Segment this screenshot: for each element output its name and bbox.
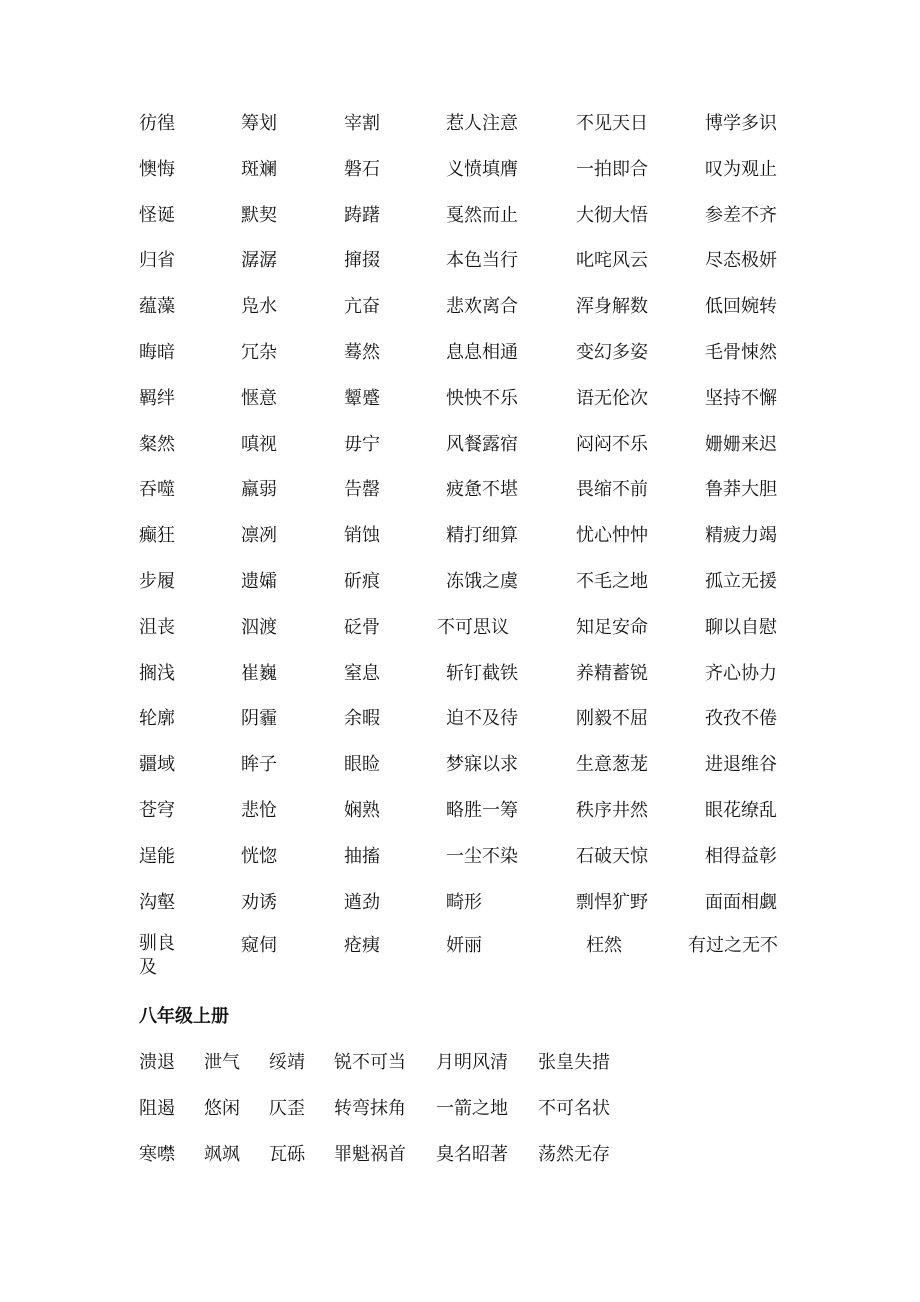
vocabulary-word: 绥靖	[269, 1052, 305, 1073]
vocabulary-word: 遗孀	[241, 571, 277, 592]
vocabulary-word: 畏缩不前	[576, 479, 648, 500]
vocabulary-word: 枉然	[586, 935, 622, 956]
vocabulary-word: 剽悍犷野	[576, 892, 648, 913]
vocabulary-word: 怪诞	[139, 205, 175, 226]
vocabulary-word: 嗔视	[241, 434, 277, 455]
section-heading-grade8: 八年级上册	[139, 1006, 229, 1027]
vocabulary-row	[0, 293, 920, 321]
vocabulary-word: 亢奋	[344, 296, 380, 317]
vocabulary-word: 眼花缭乱	[705, 800, 777, 821]
vocabulary-word: 月明风清	[436, 1052, 508, 1073]
vocabulary-word: 劝诱	[241, 892, 277, 913]
vocabulary-word: 苍穹	[139, 800, 175, 821]
vocabulary-word: 叹为观止	[705, 159, 777, 180]
vocabulary-word: 低回婉转	[705, 296, 777, 317]
vocabulary-word: 搁浅	[139, 663, 175, 684]
vocabulary-word: 颦蹙	[344, 388, 380, 409]
vocabulary-word: 步履	[139, 571, 175, 592]
vocabulary-word: 惬意	[241, 388, 277, 409]
vocabulary-word: 悠闲	[204, 1098, 240, 1119]
vocabulary-word: 逞能	[139, 846, 175, 867]
vocabulary-word: 疆域	[139, 754, 175, 775]
vocabulary-row	[0, 568, 920, 596]
vocabulary-word: 告罄	[344, 479, 380, 500]
vocabulary-row	[0, 1049, 920, 1077]
vocabulary-word: 蓦然	[344, 342, 380, 363]
vocabulary-word: 息息相通	[446, 342, 518, 363]
vocabulary-word: 大彻大悟	[576, 205, 648, 226]
vocabulary-word: 生意葱茏	[576, 754, 648, 775]
vocabulary-word: 怏怏不乐	[446, 388, 518, 409]
vocabulary-word: 妍丽	[446, 935, 482, 956]
vocabulary-word: 阻遏	[139, 1098, 175, 1119]
vocabulary-word: 锐不可当	[334, 1052, 406, 1073]
vocabulary-word: 晦暗	[139, 342, 175, 363]
vocabulary-word: 寒噤	[139, 1144, 175, 1165]
vocabulary-row	[0, 797, 920, 825]
vocabulary-word: 变幻多姿	[576, 342, 648, 363]
vocabulary-word: 仄歪	[269, 1098, 305, 1119]
vocabulary-word: 略胜一筹	[446, 800, 518, 821]
vocabulary-word: 凫水	[241, 296, 277, 317]
vocabulary-word: 石破天惊	[576, 846, 648, 867]
vocabulary-word: 面面相觑	[705, 892, 777, 913]
vocabulary-word: 蕴藻	[139, 296, 175, 317]
vocabulary-word: 转弯抹角	[334, 1098, 406, 1119]
vocabulary-word: 秩序井然	[576, 800, 648, 821]
vocabulary-word: 潺潺	[241, 250, 277, 271]
vocabulary-word: 羸弱	[241, 479, 277, 500]
vocabulary-word: 斑斓	[241, 159, 277, 180]
vocabulary-word: 余暇	[344, 708, 380, 729]
vocabulary-word: 悲怆	[241, 800, 277, 821]
vocabulary-word: 戛然而止	[446, 205, 518, 226]
vocabulary-word: 凛冽	[241, 525, 277, 546]
vocabulary-word: 崔巍	[241, 663, 277, 684]
vocabulary-row	[0, 431, 920, 459]
vocabulary-word: 溃退	[139, 1052, 175, 1073]
vocabulary-word: 聊以自慰	[705, 617, 777, 638]
vocabulary-word: 癫狂	[139, 525, 175, 546]
vocabulary-word: 齐心协力	[705, 663, 777, 684]
vocabulary-word: 语无伦次	[576, 388, 648, 409]
vocabulary-word: 不毛之地	[576, 571, 648, 592]
vocabulary-word: 懊悔	[139, 159, 175, 180]
vocabulary-word: 迫不及待	[446, 708, 518, 729]
vocabulary-word: 遒劲	[344, 892, 380, 913]
vocabulary-row	[0, 522, 920, 550]
vocabulary-word: 畸形	[446, 892, 482, 913]
vocabulary-word: 不见天日	[576, 113, 648, 134]
vocabulary-word: 孜孜不倦	[705, 708, 777, 729]
vocabulary-row	[0, 1095, 920, 1123]
vocabulary-word: 风餐露宿	[446, 434, 518, 455]
vocabulary-word: 沟壑	[139, 892, 175, 913]
vocabulary-word: 不可思议	[437, 617, 509, 638]
vocabulary-word: 归省	[139, 250, 175, 271]
vocabulary-word: 粲然	[139, 434, 175, 455]
vocabulary-row	[0, 202, 920, 230]
vocabulary-row	[0, 889, 920, 917]
vocabulary-word: 一拍即合	[576, 159, 648, 180]
vocabulary-row	[0, 614, 920, 642]
vocabulary-word: 撺掇	[344, 250, 380, 271]
vocabulary-row	[0, 385, 920, 413]
vocabulary-word: 孤立无援	[705, 571, 777, 592]
vocabulary-word: 不可名状	[538, 1098, 610, 1119]
vocabulary-word: 羁绊	[139, 388, 175, 409]
vocabulary-word: 臭名昭著	[436, 1144, 508, 1165]
vocabulary-word: 窒息	[344, 663, 380, 684]
vocabulary-word: 相得益彰	[705, 846, 777, 867]
vocabulary-word: 义愤填膺	[446, 159, 518, 180]
vocabulary-word: 参差不齐	[705, 205, 777, 226]
vocabulary-word: 销蚀	[344, 525, 380, 546]
vocabulary-word: 娴熟	[344, 800, 380, 821]
vocabulary-word: 泅渡	[241, 617, 277, 638]
vocabulary-word: 毛骨悚然	[705, 342, 777, 363]
vocabulary-row-last	[0, 932, 920, 978]
vocabulary-row	[0, 476, 920, 504]
vocabulary-row	[0, 660, 920, 688]
vocabulary-word: 闷闷不乐	[576, 434, 648, 455]
vocabulary-word: 飒飒	[204, 1144, 240, 1165]
vocabulary-word: 眸子	[241, 754, 277, 775]
vocabulary-word: 进退维谷	[705, 754, 777, 775]
vocabulary-word: 斩钉截铁	[446, 663, 518, 684]
vocabulary-word: 宰割	[344, 113, 380, 134]
vocabulary-word: 沮丧	[139, 617, 175, 638]
vocabulary-word: 博学多识	[705, 113, 777, 134]
vocabulary-word: 刚毅不屈	[576, 708, 648, 729]
vocabulary-word: 梦寐以求	[446, 754, 518, 775]
vocabulary-word: 有过之无不	[688, 935, 778, 956]
vocabulary-row	[0, 110, 920, 138]
vocabulary-row	[0, 156, 920, 184]
vocabulary-word: 阴霾	[241, 708, 277, 729]
vocabulary-word: 抽搐	[344, 846, 380, 867]
vocabulary-word: 冗杂	[241, 342, 277, 363]
vocabulary-word: 鲁莽大胆	[705, 479, 777, 500]
vocabulary-word: 默契	[241, 205, 277, 226]
vocabulary-word: 叱咤风云	[576, 250, 648, 271]
vocabulary-word: 瓦砾	[269, 1144, 305, 1165]
vocabulary-word: 养精蓄锐	[576, 663, 648, 684]
vocabulary-word: 磐石	[344, 159, 380, 180]
vocabulary-word: 砭骨	[344, 617, 380, 638]
vocabulary-word: 精疲力竭	[705, 525, 777, 546]
vocabulary-word: 忧心忡忡	[576, 525, 648, 546]
vocabulary-word: 窥伺	[241, 935, 277, 956]
vocabulary-row	[0, 1141, 920, 1169]
vocabulary-word: 筹划	[241, 113, 277, 134]
vocabulary-word: 本色当行	[446, 250, 518, 271]
vocabulary-word: 一箭之地	[436, 1098, 508, 1119]
vocabulary-word: 坚持不懈	[705, 388, 777, 409]
vocabulary-row	[0, 339, 920, 367]
vocabulary-word: 毋宁	[344, 434, 380, 455]
vocabulary-word: 眼睑	[344, 754, 380, 775]
vocabulary-word: 悲欢离合	[446, 296, 518, 317]
vocabulary-word: 彷徨	[139, 113, 175, 134]
vocabulary-word: 精打细算	[446, 525, 518, 546]
vocabulary-word: 吞噬	[139, 479, 175, 500]
vocabulary-word: 轮廓	[139, 708, 175, 729]
vocabulary-word: 一尘不染	[446, 846, 518, 867]
vocabulary-word: 斫痕	[344, 571, 380, 592]
vocabulary-word: 张皇失措	[538, 1052, 610, 1073]
vocabulary-word: 踌躇	[344, 205, 380, 226]
vocabulary-row	[0, 705, 920, 733]
vocabulary-word: 冻饿之虞	[446, 571, 518, 592]
vocabulary-word: 驯良及	[139, 933, 175, 978]
vocabulary-row	[0, 247, 920, 275]
vocabulary-word: 姗姗来迟	[705, 434, 777, 455]
vocabulary-word: 荡然无存	[538, 1144, 610, 1165]
vocabulary-row	[0, 843, 920, 871]
vocabulary-word: 尽态极妍	[705, 250, 777, 271]
vocabulary-word: 惹人注意	[446, 113, 518, 134]
vocabulary-word: 疮痍	[344, 935, 380, 956]
vocabulary-word: 罪魁祸首	[334, 1144, 406, 1165]
vocabulary-word: 知足安命	[576, 617, 648, 638]
vocabulary-word: 疲惫不堪	[446, 479, 518, 500]
vocabulary-row	[0, 751, 920, 779]
vocabulary-word: 泄气	[204, 1052, 240, 1073]
vocabulary-word: 浑身解数	[576, 296, 648, 317]
vocabulary-word: 恍惚	[241, 846, 277, 867]
